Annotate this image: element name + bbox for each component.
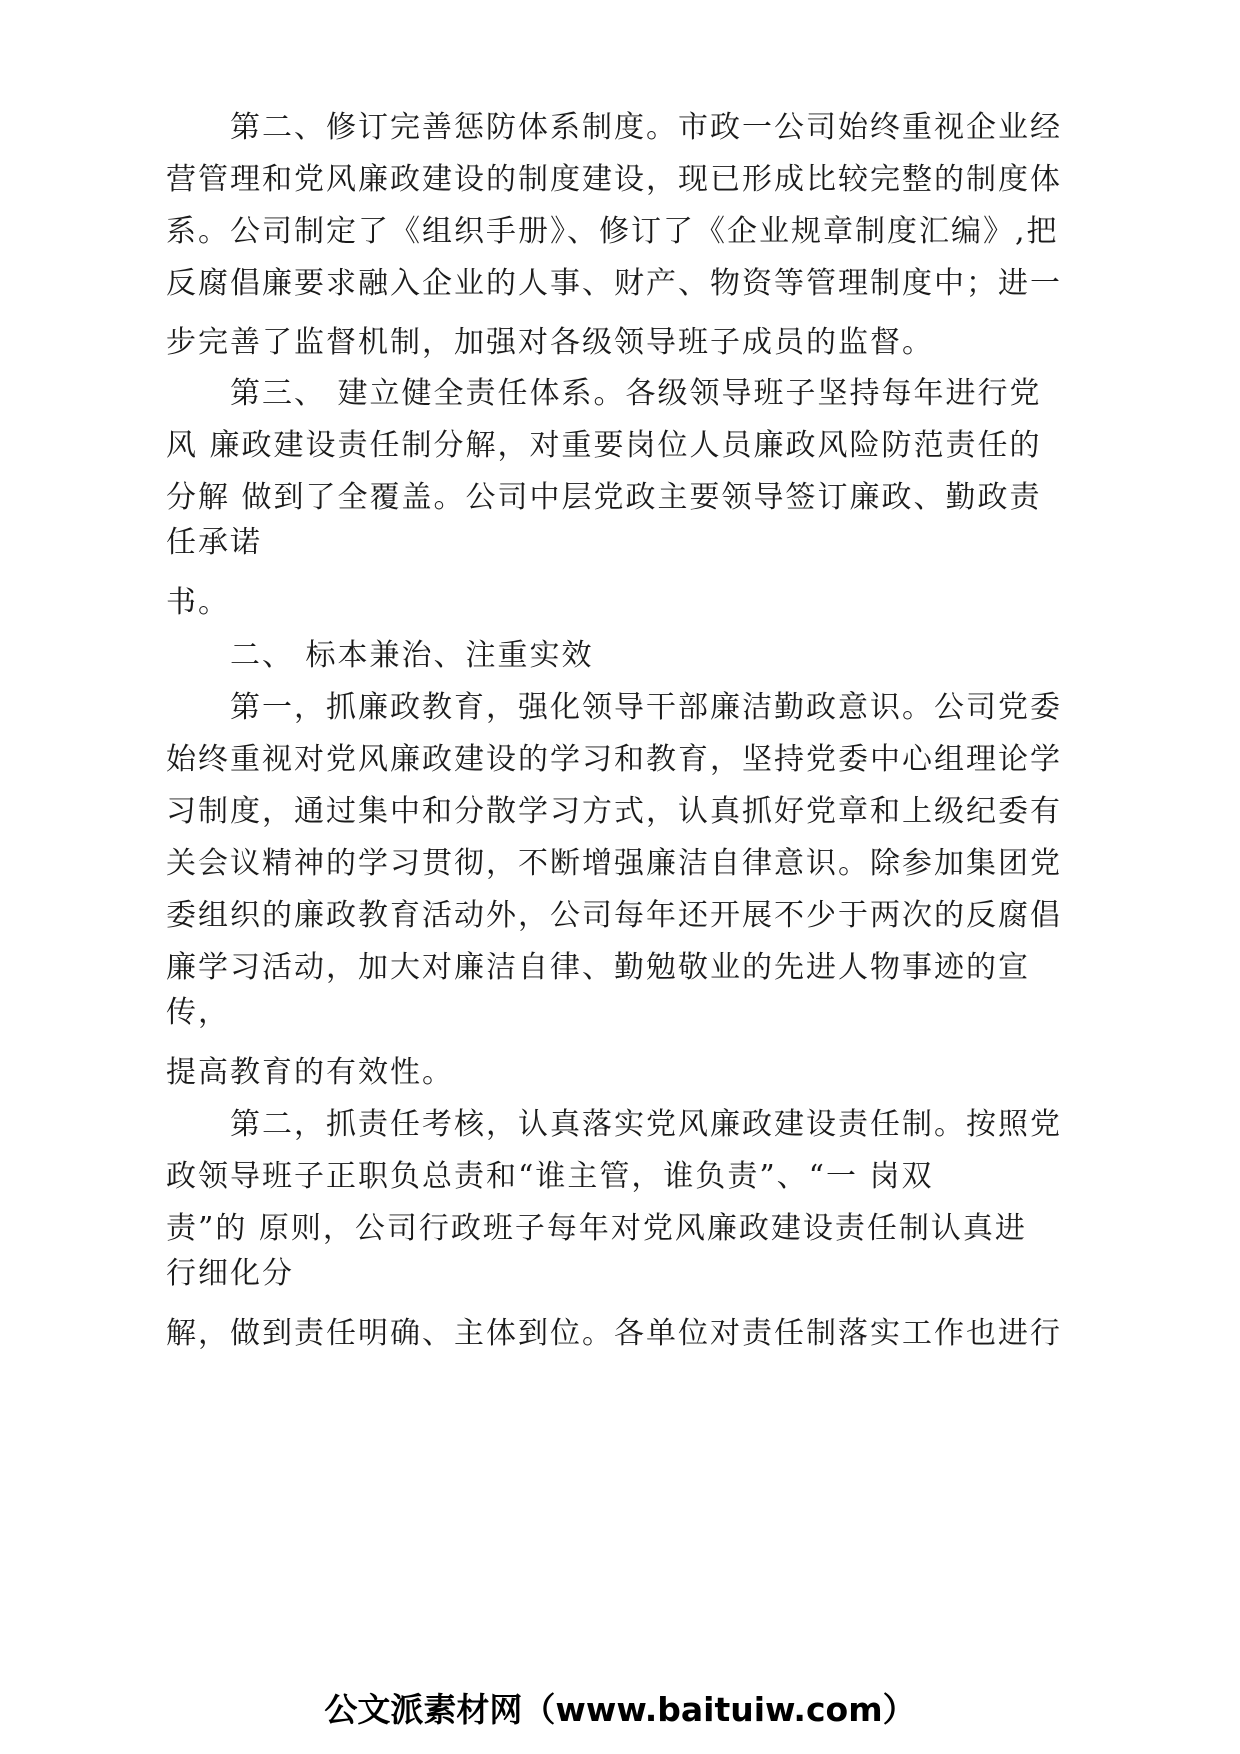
text-line: 第二，抓责任考核，认真落实党风廉政建设责任制。按照党 [166, 1107, 1062, 1142]
text-line: 委组织的廉政教育活动外，公司每年还开展不少于两次的反腐倡 [166, 898, 1062, 933]
text-line: 分解 做到了全覆盖。公司中层党政主要领导签订廉政、勤政责 [166, 480, 1042, 515]
text-line: 行细化分 [166, 1256, 294, 1291]
text-line: 责”的 原则，公司行政班子每年对党风廉政建设责任制认真进 [166, 1211, 1027, 1246]
text-line: 系。公司制定了《组织手册》、修订了《企业规章制度汇编》,把 [166, 214, 1059, 249]
text-line: 书。 [166, 585, 230, 620]
text-line: 风 廉政建设责任制分解，对重要岗位人员廉政风险防范责任的 [166, 428, 1042, 463]
text-line: 廉学习活动，加大对廉洁自律、勤勉敬业的先进人物事迹的宣 [166, 950, 1030, 985]
text-line: 政领导班子正职负总责和“谁主管，谁负责”、“一 岗双 [166, 1159, 934, 1194]
text-line: 关会议精神的学习贯彻，不断增强廉洁自律意识。除参加集团党 [166, 846, 1062, 881]
text-line: 任承诺 [166, 525, 262, 560]
text-line: 步完善了监督机制，加强对各级领导班子成员的监督。 [166, 325, 934, 360]
text-line: 第二、修订完善惩防体系制度。市政一公司始终重视企业经 [166, 110, 1062, 145]
section-heading: 二、 标本兼治、注重实效 [166, 638, 594, 673]
text-line: 反腐倡廉要求融入企业的人事、财产、物资等管理制度中；进一 [166, 266, 1062, 301]
text-line: 传， [166, 995, 230, 1030]
text-line: 第一，抓廉政教育，强化领导干部廉洁勤政意识。公司党委 [166, 690, 1062, 725]
text-line: 始终重视对党风廉政建设的学习和教育，坚持党委中心组理论学 [166, 742, 1062, 777]
text-line: 提高教育的有效性。 [166, 1055, 454, 1090]
text-line: 习制度，通过集中和分散学习方式，认真抓好党章和上级纪委有 [166, 794, 1062, 829]
text-line: 第三、 建立健全责任体系。各级领导班子坚持每年进行党 [166, 376, 1042, 411]
text-line: 解，做到责任明确、主体到位。各单位对责任制落实工作也进行 [166, 1316, 1062, 1351]
footer-watermark: 公文派素材网（www.baituiw.com） [324, 1690, 916, 1729]
text-line: 营管理和党风廉政建设的制度建设，现已形成比较完整的制度体 [166, 162, 1062, 197]
